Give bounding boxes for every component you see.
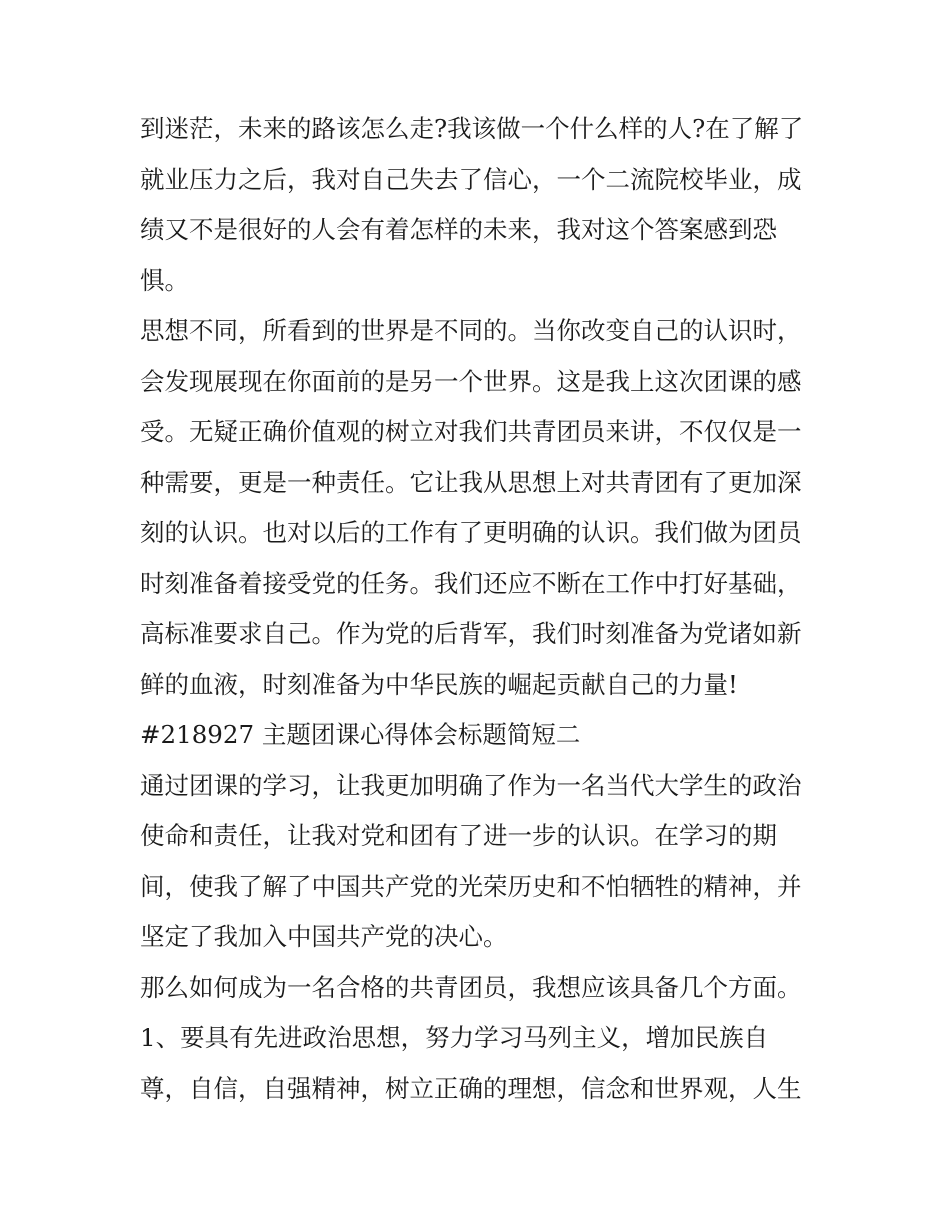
- body-line: 会发现展现在你面前的是另一个世界。这是我上这次团课的感: [140, 366, 802, 396]
- body-line: 种需要，更是一种责任。它让我从思想上对共青团有了更加深: [140, 467, 802, 497]
- body-line: 时刻准备着接受党的任务。我们还应不断在工作中打好基础，: [140, 568, 802, 598]
- document-body: [140, 104, 820, 1114]
- body-line: 高标准要求自己。作为党的后背军，我们时刻准备为党诸如新: [140, 619, 802, 648]
- body-line: 坚定了我加入中国共产党的决心。: [140, 922, 508, 951]
- body-line: 间，使我了解了中国共产党的光荣历史和不怕牺牲的精神，并: [140, 871, 802, 901]
- list-item-line: 1、要具有先进政治思想，努力学习马列主义，增加民族自: [140, 1023, 769, 1052]
- list-item-line: 尊，自信，自强精神，树立正确的理想，信念和世界观，人生: [140, 1073, 802, 1103]
- body-line: 惧。: [140, 265, 189, 295]
- body-line: 通过团课的学习，让我更加明确了作为一名当代大学生的政治: [140, 770, 802, 800]
- body-line: 到迷茫，未来的路该怎么走?我该做一个什么样的人?在了解了: [140, 114, 804, 143]
- body-line: 使命和责任，让我对党和团有了进一步的认识。在学习的期: [140, 821, 777, 850]
- body-line: 绩又不是很好的人会有着怎样的未来，我对这个答案感到恐: [140, 215, 777, 244]
- body-line: 思想不同，所看到的世界是不同的。当你改变自己的认识时，: [140, 316, 802, 345]
- body-line: 受。无疑正确价值观的树立对我们共青团员来讲，不仅仅是一: [140, 417, 802, 446]
- body-line: 鲜的血液，时刻准备为中华民族的崛起贡献自己的力量!: [140, 669, 738, 699]
- body-line: 那么如何成为一名合格的共青团员，我想应该具备几个方面。: [140, 972, 802, 1002]
- body-line: 刻的认识。也对以后的工作有了更明确的认识。我们做为团员: [140, 518, 802, 547]
- section-heading: #218927 主题团课心得体会标题简短二: [140, 720, 581, 749]
- body-line: 就业压力之后，我对自己失去了信心，一个二流院校毕业，成: [140, 164, 802, 194]
